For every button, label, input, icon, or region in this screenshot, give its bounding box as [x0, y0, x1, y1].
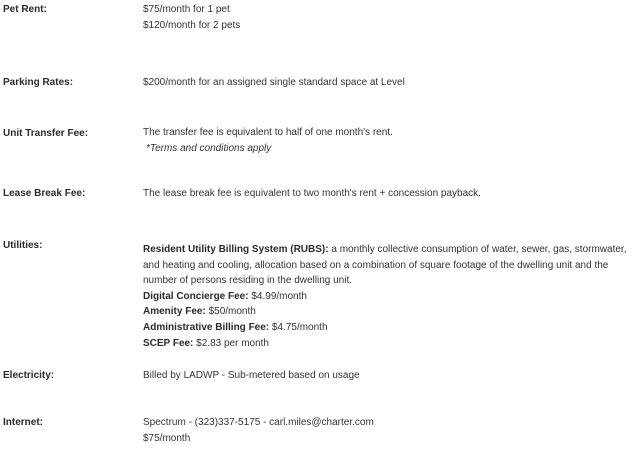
- fee-name: Administrative Billing Fee:: [143, 321, 270, 333]
- fee-administrative-billing: [143, 320, 640, 336]
- rubs-line-1: [143, 242, 640, 258]
- fee-scep: [143, 336, 640, 352]
- pet-rent-label: Pet Rent:: [3, 4, 47, 15]
- pet-rent-line: $120/month for 2 pets: [143, 19, 241, 31]
- unit-transfer-fee-value: [143, 125, 640, 156]
- pet-rent-value: [143, 2, 640, 33]
- lease-break-fee-value: [143, 186, 640, 202]
- electricity-value: [143, 368, 640, 384]
- utilities-value: [143, 242, 640, 351]
- lease-break-fee-line: The lease break fee is equivalent to two month's rent + concession payback.: [143, 188, 481, 199]
- rubs-text: a monthly collective consumption of water, sewer, gas, stormwater,: [328, 244, 627, 255]
- internet-value: [143, 415, 640, 446]
- terms-note: *Terms and conditions apply: [146, 142, 272, 154]
- electricity-label: Electricity:: [3, 370, 55, 381]
- parking-rates-value: [143, 75, 640, 91]
- internet-line: Spectrum - (323)337-5175 - carl.miles@charter.com: [143, 417, 374, 428]
- parking-rates-line: $200/month for an assigned single standard space at Level: [143, 77, 405, 88]
- utilities-label: Utilities:: [3, 240, 43, 251]
- rubs-title: Resident Utility Billing System (RUBS):: [143, 244, 329, 255]
- fee-amount: $4.99/month: [248, 290, 307, 302]
- fee-digital-concierge: [143, 289, 640, 305]
- fee-amount: $2.83 per month: [193, 337, 269, 349]
- fee-amount: $50/month: [205, 306, 256, 318]
- unit-transfer-fee-label: Unit Transfer Fee:: [3, 128, 89, 139]
- rubs-line-3: number of persons residing in the dwelling unit.: [143, 275, 353, 287]
- fee-amount: $4.75/month: [269, 321, 328, 333]
- lease-break-fee-label: Lease Break Fee:: [3, 188, 86, 199]
- fee-name: Amenity Fee:: [143, 306, 206, 318]
- electricity-line: Billed by LADWP - Sub-metered based on usage: [143, 370, 360, 381]
- internet-price: $75/month: [143, 432, 191, 444]
- fee-name: Digital Concierge Fee:: [143, 290, 249, 302]
- rubs-line-2: and heating and cooling, allocation based on a combination of square footage of the dwelling unit and the: [143, 259, 609, 271]
- internet-label: Internet:: [3, 417, 43, 428]
- fee-amenity: [143, 304, 640, 320]
- fee-name: SCEP Fee:: [143, 337, 194, 349]
- pet-rent-line: $75/month for 1 pet: [143, 4, 230, 15]
- unit-transfer-fee-line: The transfer fee is equivalent to half of one month's rent.: [143, 127, 393, 138]
- parking-rates-label: Parking Rates:: [3, 77, 74, 88]
